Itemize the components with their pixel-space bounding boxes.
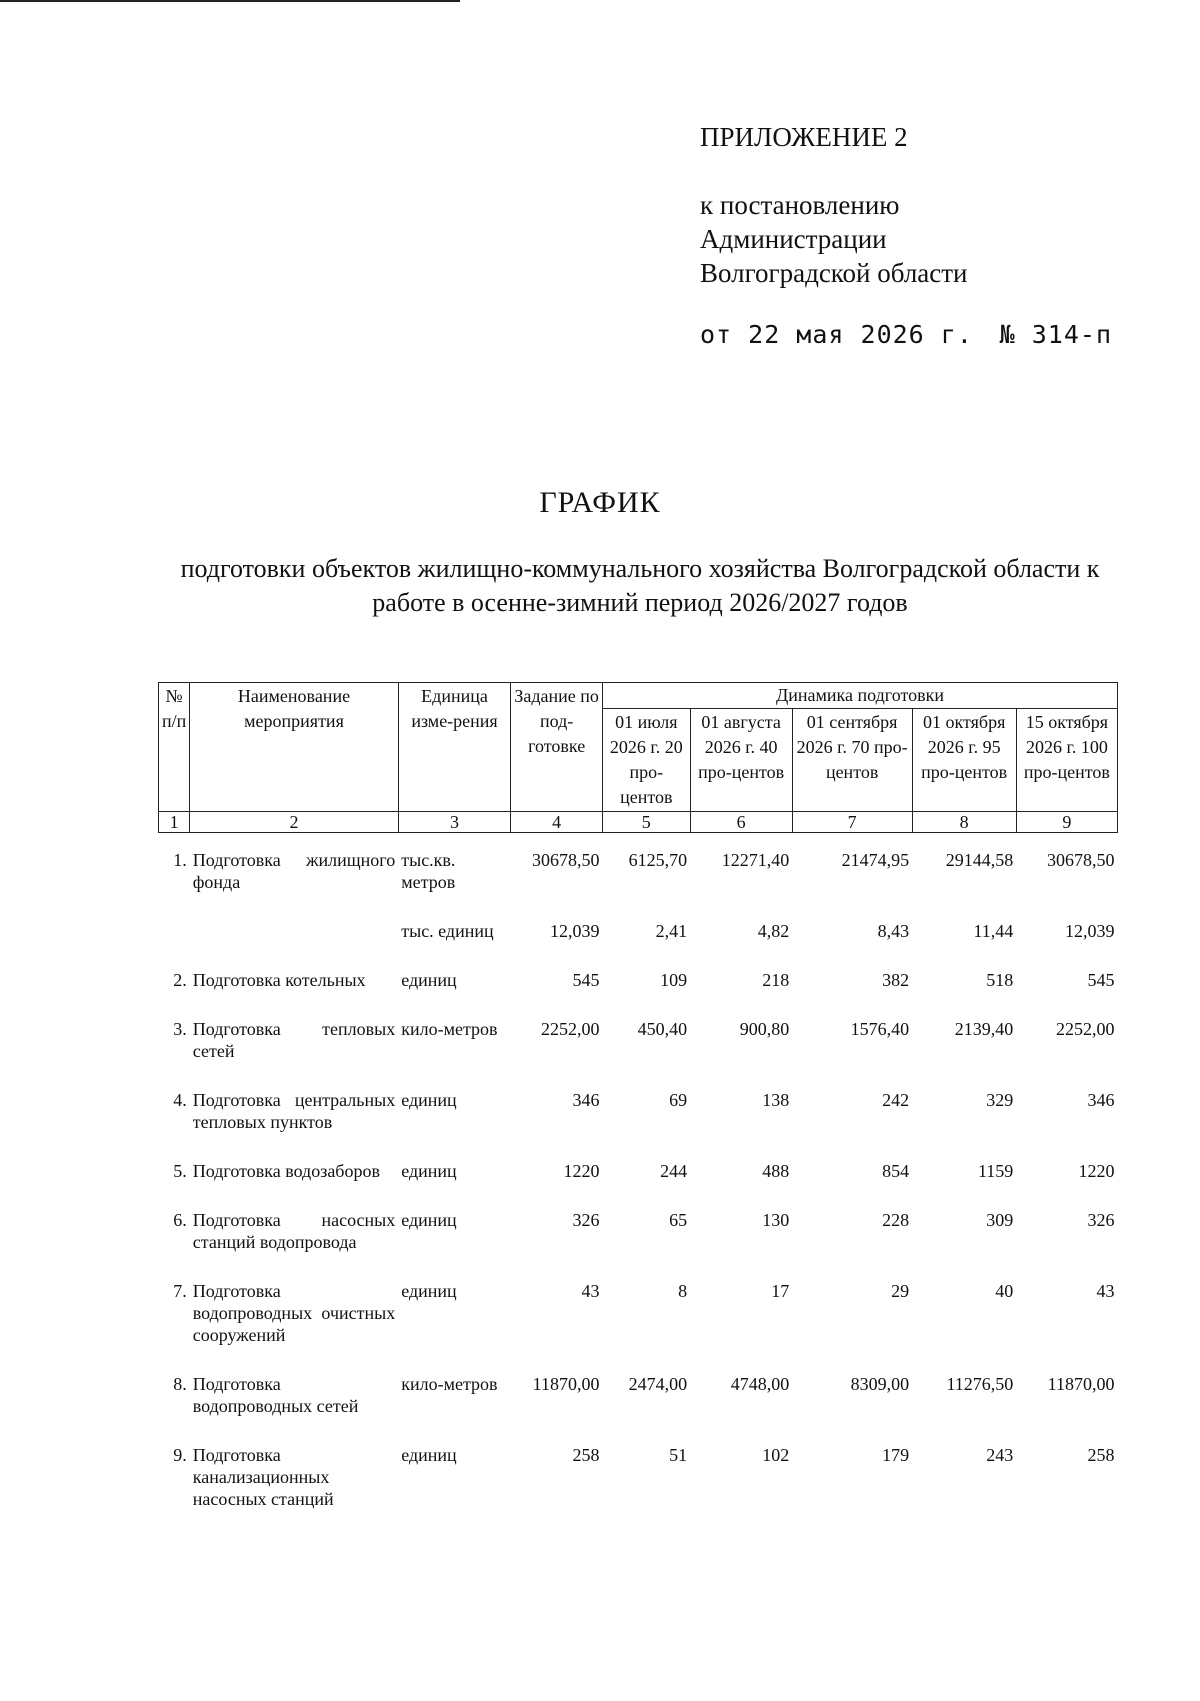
header-date: 01 июля 2026 г. 20 про-центов	[603, 709, 691, 812]
row-task: 1220	[563, 1161, 600, 1181]
column-number: 3	[398, 812, 511, 833]
header-date: 01 октября 2026 г. 95 про-центов	[912, 709, 1016, 812]
row-value: 179	[882, 1445, 910, 1465]
table-row	[159, 833, 1118, 895]
row-value: 2474,00	[628, 1374, 688, 1394]
column-number: 4	[511, 812, 603, 833]
row-name: Подготовка жилищного фонда	[192, 850, 396, 892]
header-dynamics: Динамика подготовки	[603, 683, 1118, 709]
appendix-label: ПРИЛОЖЕНИЕ 2	[700, 122, 908, 152]
row-unit: единиц	[401, 1210, 457, 1230]
row-value: 12,039	[1065, 921, 1115, 941]
row-value: 326	[1087, 1210, 1115, 1230]
row-value: 488	[762, 1161, 790, 1181]
column-number: 8	[912, 812, 1016, 833]
row-task: 326	[572, 1210, 600, 1230]
header-name: Наименование мероприятия	[190, 683, 398, 812]
table-row	[159, 1134, 1118, 1183]
row-name	[190, 894, 398, 943]
row-value: 900,80	[739, 1019, 790, 1039]
row-value: 518	[986, 970, 1014, 990]
row-unit: кило-метров	[401, 1019, 498, 1039]
decree-reference	[700, 188, 968, 290]
row-value: 545	[1087, 970, 1115, 990]
row-index: 3.	[173, 1019, 187, 1039]
row-value: 21474,95	[841, 850, 910, 870]
row-index: 8.	[173, 1374, 187, 1394]
table-row	[159, 1183, 1118, 1254]
row-value: 329	[986, 1090, 1014, 1110]
row-value: 69	[669, 1090, 688, 1110]
column-number: 7	[792, 812, 912, 833]
header-unit: Единица изме-рения	[398, 683, 511, 812]
row-value: 2139,40	[954, 1019, 1014, 1039]
schedule-table	[158, 682, 1118, 1511]
row-value: 17	[771, 1281, 790, 1301]
row-value: 2252,00	[1056, 1019, 1115, 1039]
column-number: 2	[190, 812, 398, 833]
decree-line: Волгоградской области	[700, 258, 968, 288]
decree-date: от 22 мая 2026 г.	[700, 320, 973, 349]
row-task: 43	[581, 1281, 600, 1301]
row-value: 1159	[977, 1161, 1014, 1181]
row-value: 29	[891, 1281, 910, 1301]
row-value: 382	[882, 970, 910, 990]
column-number: 5	[603, 812, 691, 833]
row-value: 244	[660, 1161, 688, 1181]
table-row	[159, 1254, 1118, 1347]
table-row	[159, 1347, 1118, 1418]
row-value: 11,44	[973, 921, 1014, 941]
row-value: 4,82	[757, 921, 790, 941]
row-name: Подготовка котельных	[192, 970, 366, 990]
decree-number: № 314-п	[999, 320, 1112, 349]
row-name: Подготовка канализационных насосных станций	[192, 1445, 334, 1509]
row-index: 9.	[173, 1445, 187, 1465]
row-task: 545	[572, 970, 600, 990]
row-index: 2.	[173, 970, 187, 990]
column-number: 9	[1016, 812, 1117, 833]
row-value: 242	[882, 1090, 910, 1110]
row-index: 1.	[173, 850, 187, 870]
column-number: 1	[159, 812, 190, 833]
row-value: 450,40	[637, 1019, 688, 1039]
row-value: 309	[986, 1210, 1014, 1230]
row-value: 29144,58	[945, 850, 1014, 870]
row-value: 51	[669, 1445, 688, 1465]
header-num: № п/п	[159, 683, 190, 812]
row-value: 43	[1096, 1281, 1115, 1301]
row-value: 8	[678, 1281, 688, 1301]
row-unit: единиц	[401, 1281, 457, 1301]
row-name: Подготовка водозаборов	[192, 1161, 380, 1181]
row-unit: единиц	[401, 1161, 457, 1181]
document-title: ГРАФИК	[539, 486, 661, 519]
row-value: 109	[660, 970, 688, 990]
row-value: 138	[762, 1090, 790, 1110]
row-task: 258	[572, 1445, 600, 1465]
row-name: Подготовка водопроводных очистных сооружений	[192, 1281, 396, 1345]
header-task: Задание по под-готовке	[511, 683, 603, 812]
row-value: 243	[986, 1445, 1014, 1465]
decree-line: Администрации	[700, 224, 887, 254]
row-value: 130	[762, 1210, 790, 1230]
row-value: 65	[669, 1210, 688, 1230]
header-date: 15 октября 2026 г. 100 про-центов	[1016, 709, 1117, 812]
row-value: 854	[882, 1161, 910, 1181]
row-task: 12,039	[550, 921, 600, 941]
row-value: 228	[882, 1210, 910, 1230]
row-unit: единиц	[401, 1090, 457, 1110]
row-unit: единиц	[401, 970, 457, 990]
row-value: 218	[762, 970, 790, 990]
row-task: 346	[572, 1090, 600, 1110]
row-value: 11870,00	[1047, 1374, 1115, 1394]
decree-date-line	[700, 320, 1120, 349]
row-value: 30678,50	[1047, 850, 1115, 870]
row-name: Подготовка тепловых сетей	[192, 1019, 396, 1061]
row-task: 11870,00	[532, 1374, 600, 1394]
row-name: Подготовка водопроводных сетей	[192, 1374, 359, 1416]
row-value: 1220	[1078, 1161, 1115, 1181]
row-value: 11276,50	[946, 1374, 1014, 1394]
table-row	[159, 943, 1118, 992]
row-name: Подготовка центральных тепловых пунктов	[192, 1090, 396, 1132]
row-value: 40	[995, 1281, 1014, 1301]
header-date: 01 сентября 2026 г. 70 про-центов	[792, 709, 912, 812]
row-value: 4748,00	[730, 1374, 790, 1394]
row-index: 7.	[173, 1281, 187, 1301]
table-row	[159, 894, 1118, 943]
column-number-row	[159, 812, 1118, 833]
row-value: 1576,40	[850, 1019, 910, 1039]
row-index: 5.	[173, 1161, 187, 1181]
decree-line: к постановлению	[700, 190, 900, 220]
row-value: 258	[1087, 1445, 1115, 1465]
row-value: 8,43	[877, 921, 910, 941]
row-unit: кило-метров	[401, 1374, 498, 1394]
row-value: 346	[1087, 1090, 1115, 1110]
row-value: 2,41	[655, 921, 688, 941]
row-task: 2252,00	[541, 1019, 600, 1039]
scan-edge-line	[0, 0, 460, 2]
row-index: 6.	[173, 1210, 187, 1230]
row-index: 4.	[173, 1090, 187, 1110]
row-name: Подготовка насосных станций водопровода	[192, 1210, 396, 1252]
row-value: 12271,40	[721, 850, 790, 870]
row-index	[159, 894, 190, 943]
row-unit: единиц	[401, 1445, 457, 1465]
header-date: 01 августа 2026 г. 40 про-центов	[690, 709, 792, 812]
table-row	[159, 992, 1118, 1063]
table-row	[159, 1063, 1118, 1134]
row-value: 102	[762, 1445, 790, 1465]
table-row	[159, 1418, 1118, 1511]
row-value: 8309,00	[850, 1374, 910, 1394]
row-unit: тыс.кв. метров	[401, 850, 456, 892]
row-value: 6125,70	[628, 850, 688, 870]
document-subtitle: подготовки объектов жилищно-коммунального хозяйства Волгоградской области к работе в осенне-зимний период 2026/2027 годов	[180, 554, 1100, 617]
row-task: 30678,50	[532, 850, 600, 870]
row-unit: тыс. единиц	[401, 921, 494, 941]
column-number: 6	[690, 812, 792, 833]
